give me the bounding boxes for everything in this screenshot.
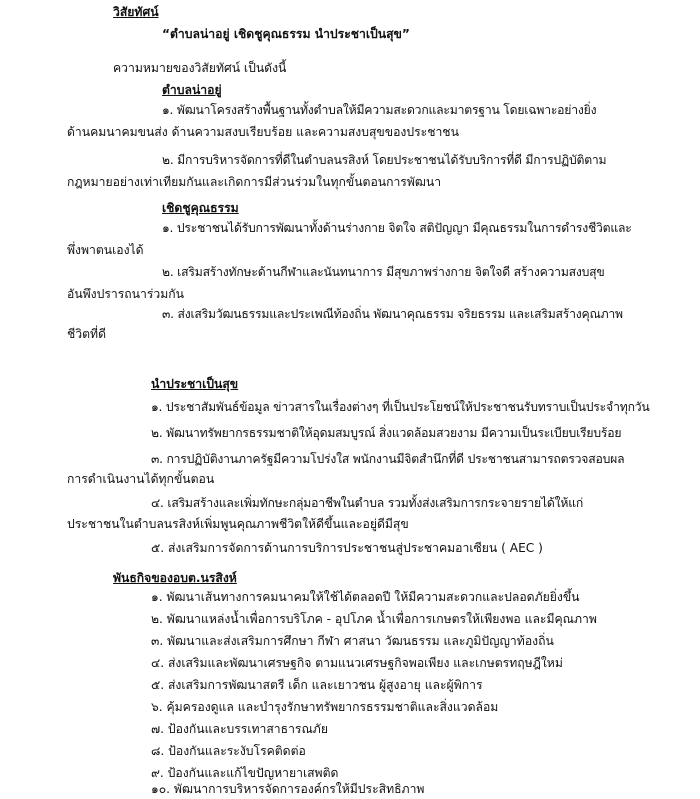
mission-item-5: ๕. ส่งเสริมการพัฒนาสตรี เด็ก และเยาวชน ผู้สูงอายุ และผู้พิการ	[151, 678, 483, 692]
happy-item-4-line-1: ๔. เสริมสร้างและเพิ่มทักษะกลุ่มอาชีพในตำบล รวมทั้งส่งเสริมการกระจายรายได้ให้แก่	[151, 496, 584, 510]
livable-item-2-line-2: กฎหมายอย่างเท่าเทียมกันและเกิดการมีส่วนร่วมในทุกขั้นตอนการพัฒนา	[67, 175, 442, 189]
virtue-item-1-line-2: พึ่งพาตนเองได้	[67, 243, 144, 257]
happy-item-2: ๒. พัฒนาทรัพยากรธรรมชาติให้อุดมสมบูรณ์ สิ่งแวดล้อมสวยงาม มีความเป็นระเบียบเรียบร้อย	[151, 426, 622, 440]
vision-slogan: “ตำบลน่าอยู่ เชิดชูคุณธรรม นำประชาเป็นสุข”	[162, 27, 410, 41]
mission-item-9: ๙. ป้องกันและแก้ไขปัญหายาเสพติด	[151, 766, 339, 780]
livable-item-2-line-1: ๒. มีการบริหารจัดการที่ดีในตำบลนรสิงห์ โดยประชาชนได้รับบริการที่ดี มีการปฏิบัติตาม	[162, 153, 607, 167]
happy-item-3-line-1: ๓. การปฏิบัติงานภาครัฐมีความโปร่งใส พนักงานมีจิตสำนึกที่ดี ประชาชนสามารถตรวจสอบผล	[151, 452, 625, 466]
livable-heading: ตำบลน่าอยู่	[162, 83, 222, 97]
vision-intro: ความหมายของวิสัยทัศน์ เป็นดังนี้	[113, 61, 287, 75]
mission-item-3: ๓. พัฒนาและส่งเสริมการศึกษา กีฬา ศาสนา วัฒนธรรม และภูมิปัญญาท้องถิ่น	[151, 634, 554, 648]
livable-item-1-line-1: ๑. พัฒนาโครงสร้างพื้นฐานทั้งตำบลให้มีความสะดวกและมาตรฐาน โดยเฉพาะอย่างยิ่ง	[162, 103, 597, 117]
mission-item-1: ๑. พัฒนาเส้นทางการคมนาคมให้ใช้ได้ตลอดปี ให้มีความสะดวกและปลอดภัยยิ่งขึ้น	[151, 590, 580, 604]
happy-heading: นำประชาเป็นสุข	[151, 377, 239, 391]
mission-item-8: ๘. ป้องกันและระงับโรคติดต่อ	[151, 744, 306, 758]
virtue-item-3-line-2: ชีวิตที่ดี	[67, 327, 106, 341]
happy-item-5: ๕. ส่งเสริมการจัดการด้านการบริการประชาชนสู่ประชาคมอาเซียน ( AEC )	[151, 541, 543, 555]
mission-item-2: ๒. พัฒนาแหล่งน้ำเพื่อการบริโภค - อุปโภค น้ำเพื่อการเกษตรให้เพียงพอ และมีคุณภาพ	[151, 612, 597, 626]
mission-item-4: ๔. ส่งเสริมและพัฒนาเศรษฐกิจ ตามแนวเศรษฐกิจพอเพียง และเกษตรทฤษฎีใหม่	[151, 656, 563, 670]
virtue-item-2-line-2: อันพึงปรารถนาร่วมกัน	[67, 287, 184, 301]
virtue-item-1-line-1: ๑. ประชาชนได้รับการพัฒนาทั้งด้านร่างกาย จิตใจ สติปัญญา มีคุณธรรมในการดำรงชีวิตและ	[162, 221, 632, 235]
happy-item-4-line-2: ประชาชนในตำบลนรสิงห์เพิ่มพูนคุณภาพชีวิตให้ดีขึ้นและอยู่ดีมีสุข	[67, 517, 409, 531]
vision-heading: วิสัยทัศน์	[113, 5, 159, 19]
livable-item-1-line-2: ด้านคมนาคมขนส่ง ด้านความสงบเรียบร้อย และความสงบสุขของประชาชน	[67, 125, 459, 139]
virtue-item-3-line-1: ๓. ส่งเสริมวัฒนธรรมและประเพณีท้องถิ่น พัฒนาคุณธรรม จริยธรรม และเสริมสร้างคุณภาพ	[162, 307, 623, 321]
virtue-heading: เชิดชูคุณธรรม	[162, 201, 239, 215]
mission-item-6: ๖. คุ้มครองดูแล และบำรุงรักษาทรัพยากรธรรมชาติและสิ่งแวดล้อม	[151, 700, 499, 714]
mission-item-7: ๗. ป้องกันและบรรเทาสาธารณภัย	[151, 722, 328, 736]
virtue-item-2-line-1: ๒. เสริมสร้างทักษะด้านกีฬาและนันทนาการ มีสุขภาพร่างกาย จิตใจดี สร้างความสงบสุข	[162, 265, 605, 279]
mission-item-10: ๑๐. พัฒนาการบริหารจัดการองค์กรให้มีประสิทธิภาพ	[151, 782, 425, 796]
happy-item-1: ๑. ประชาสัมพันธ์ข้อมูล ข่าวสารในเรื่องต่างๆ ที่เป็นประโยชน์ให้ประชาชนรับทราบเป็นประจำทุกวัน	[151, 400, 650, 414]
happy-item-3-line-2: การดำเนินงานได้ทุกขั้นตอน	[67, 472, 215, 486]
mission-heading: พันธกิจของอบต.นรสิงห์	[113, 571, 237, 585]
